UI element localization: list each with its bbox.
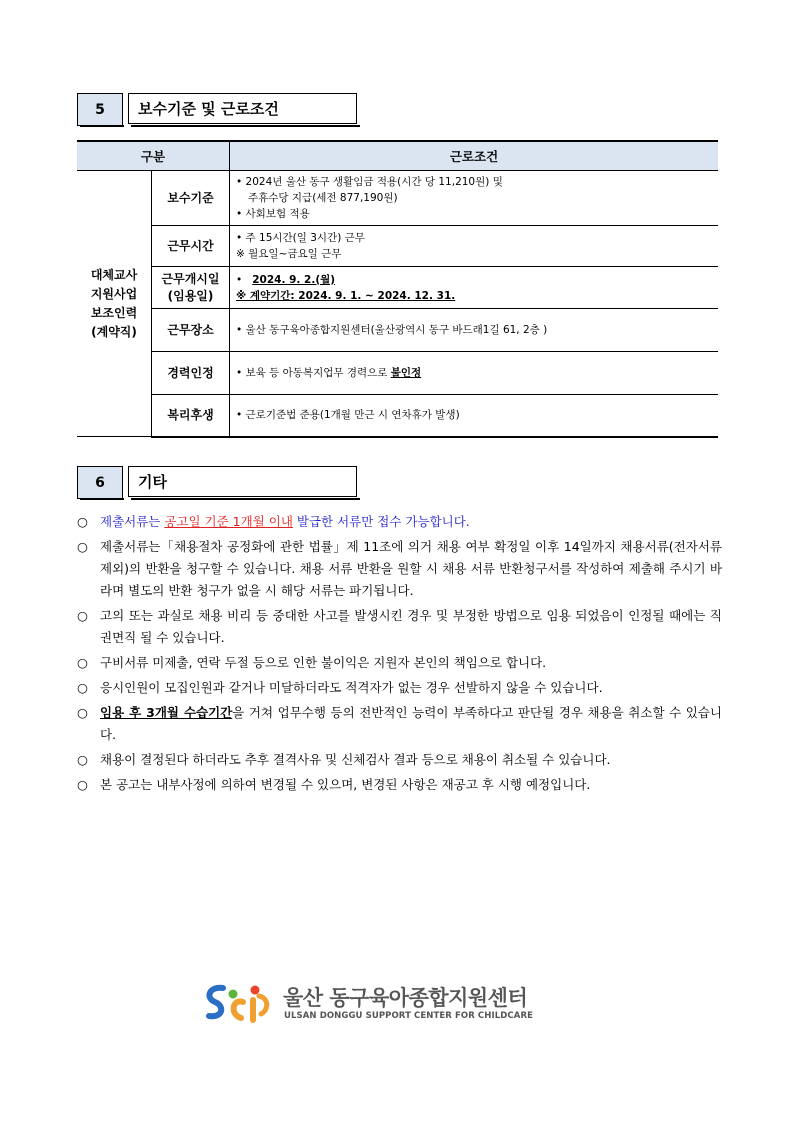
note-text: 제출서류는 <box>100 514 165 529</box>
career-emphasis: 불인정 <box>390 367 422 379</box>
label-line: (임용일) <box>167 288 214 303</box>
logo-english-text: ULSAN DONGGU SUPPORT CENTER FOR CHILDCARE <box>284 1011 533 1021</box>
circle-bullet: ○ <box>77 655 88 670</box>
header-conditions: 근로조건 <box>230 141 719 171</box>
circle-bullet: ○ <box>77 680 88 695</box>
note-text: 발급한 서류만 접수 가능합니다. <box>292 514 470 529</box>
label-line: 근무개시일 <box>161 271 220 286</box>
table-row <box>77 309 718 352</box>
content-line: • 2024년 울산 동구 생활임금 적용(시간 당 11,210원) 및 <box>236 176 503 188</box>
row-content-career <box>230 352 719 395</box>
note-item <box>77 774 722 796</box>
row-content-welfare: • 근로기준법 준용(1개월 만근 시 연차휴가 발생) <box>230 395 719 437</box>
career-text: • 보육 등 아동복지업무 경력으로 <box>236 367 391 379</box>
bullet: • <box>236 273 243 286</box>
content-line: • 주 15시간(일 3시간) 근무 <box>236 232 365 244</box>
note-emphasis: 공고일 기준 1개월 이내 <box>164 514 293 529</box>
circle-bullet: ○ <box>77 705 88 720</box>
row-label-hours: 근무시간 <box>152 226 230 267</box>
row-label-pay: 보수기준 <box>152 171 230 226</box>
table-row <box>77 226 718 267</box>
circle-bullet: ○ <box>77 514 88 529</box>
center-logo <box>203 980 563 1030</box>
work-conditions-table <box>77 140 718 438</box>
content-line: ※ 월요일~금요일 근무 <box>236 248 342 260</box>
note-text: 본 공고는 내부사정에 의하여 변경될 수 있으며, 변경된 사항은 재공고 후 시행 예정입니다. <box>100 777 591 792</box>
row-content-start <box>230 267 719 309</box>
category-line: 보조인력 <box>90 305 138 320</box>
row-label-welfare: 복리후생 <box>152 395 230 437</box>
note-text: 을 거쳐 업무수행 등의 전반적인 능력이 부족하다고 판단될 경우 채용을 취소할 수 있습니다. <box>100 705 722 742</box>
logo-korean-text: 울산 동구육아종합지원센터 <box>283 986 528 1010</box>
note-text: 구비서류 미제출, 연락 두절 등으로 인한 불이익은 지원자 본인의 책임으로 합니다. <box>100 655 547 670</box>
table-row <box>77 352 718 395</box>
category-line: 지원사업 <box>90 286 138 301</box>
circle-bullet: ○ <box>77 752 88 767</box>
logo-mark-icon <box>203 980 275 1028</box>
note-item <box>77 702 722 746</box>
notes-list <box>77 511 722 799</box>
contract-period: ※ 계약기간: 2024. 9. 1. ~ 2024. 12. 31. <box>236 289 456 302</box>
header-category: 구분 <box>77 141 230 171</box>
section-number: 6 <box>77 466 123 499</box>
table-header-row <box>77 141 718 171</box>
section-title: 기타 <box>128 466 357 497</box>
note-item <box>77 677 722 699</box>
table-row <box>77 267 718 309</box>
circle-bullet: ○ <box>77 539 88 554</box>
note-item <box>77 749 722 771</box>
note-item <box>77 511 722 533</box>
table-row <box>77 171 718 226</box>
category-line: 대체교사 <box>90 267 138 282</box>
row-label-start <box>152 267 230 309</box>
row-content-place: • 울산 동구육아종합지원센터(울산광역시 동구 바드래1길 61, 2층 ) <box>230 309 719 352</box>
category-cell <box>77 171 152 437</box>
note-text: 응시인원이 모집인원과 같거나 미달하더라도 적격자가 없는 경우 선발하지 않을 수 있습니다. <box>100 680 603 695</box>
note-text: 채용이 결정된다 하더라도 추후 결격사유 및 신체검사 결과 등으로 채용이 취소될 수 있습니다. <box>100 752 611 767</box>
table-row <box>77 395 718 437</box>
note-text: 고의 또는 과실로 채용 비리 등 중대한 사고를 발생시킨 경우 및 부정한 방법으로 임용 되었음이 인정될 때에는 직권면직 될 수 있습니다. <box>100 608 722 645</box>
content-line: • 사회보험 적용 <box>236 208 310 220</box>
row-label-career: 경력인정 <box>152 352 230 395</box>
note-item <box>77 605 722 649</box>
circle-bullet: ○ <box>77 608 88 623</box>
note-emphasis: 임용 후 3개월 수습기간 <box>100 705 233 720</box>
section-title: 보수기준 및 근로조건 <box>128 93 357 124</box>
note-item <box>77 536 722 602</box>
row-label-place: 근무장소 <box>152 309 230 352</box>
note-text: 제출서류는「채용절차 공정화에 관한 법률」제 11조에 의거 채용 여부 확정일 이후 14일까지 채용서류(전자서류 제외)의 반환을 청구할 수 있습니다. 채용 서류 반환을 원할 시 채용 서류 반환청구서를 작성하여 제출해 주시기 바라며 별도의 반환 청구가 없을 시 해당 서류는 파기됩니다. <box>100 539 722 598</box>
row-content-hours <box>230 226 719 267</box>
row-content-pay <box>230 171 719 226</box>
section-number: 5 <box>77 93 123 126</box>
circle-bullet: ○ <box>77 777 88 792</box>
content-line: 주휴수당 지급(세전 877,190원) <box>248 192 398 204</box>
category-line: (계약직) <box>91 324 137 339</box>
start-date: 2024. 9. 2.(월) <box>252 273 336 286</box>
note-item <box>77 652 722 674</box>
